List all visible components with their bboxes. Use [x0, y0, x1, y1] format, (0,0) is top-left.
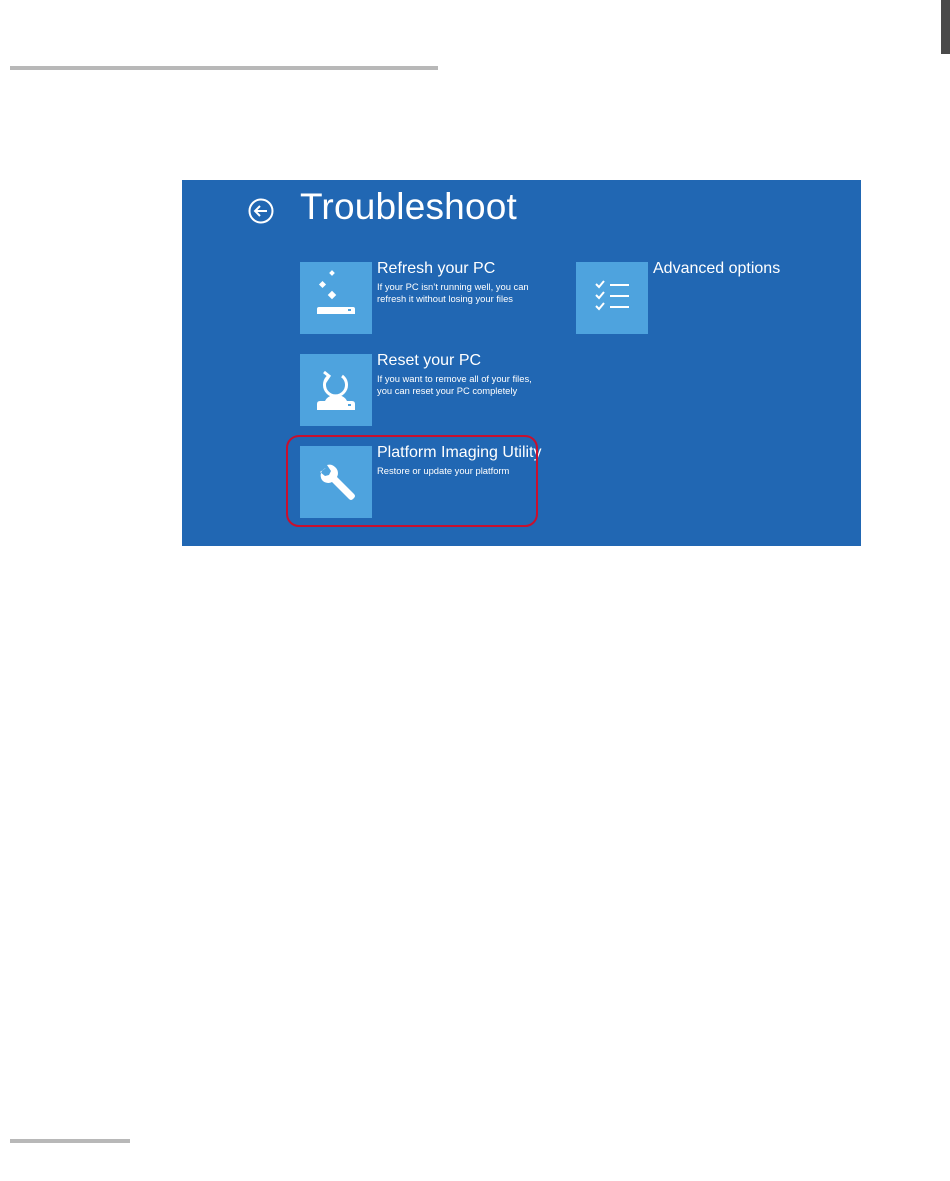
refresh-pc-tile[interactable] — [300, 262, 550, 334]
wrench-icon — [300, 446, 372, 518]
header-rule — [10, 66, 438, 70]
reset-circular-arrow-drive-icon — [300, 354, 372, 426]
page-edge-marker — [941, 0, 950, 54]
checklist-icon — [576, 262, 648, 334]
tile-title: Platform Imaging Utility — [377, 444, 542, 461]
advanced-options-tile[interactable] — [576, 262, 826, 334]
tile-title: Advanced options — [653, 260, 781, 277]
reset-pc-tile[interactable] — [300, 354, 550, 426]
refresh-sparkle-drive-icon — [300, 262, 372, 334]
platform-imaging-utility-tile[interactable] — [300, 446, 550, 518]
troubleshoot-screen — [182, 180, 861, 546]
tile-title: Reset your PC — [377, 352, 482, 369]
back-button[interactable] — [247, 197, 275, 225]
back-arrow-circle-icon — [247, 197, 275, 225]
tile-description: If your PC isn’t running well, you can refresh it without losing your files — [377, 281, 529, 304]
tile-description: Restore or update your platform — [377, 465, 510, 476]
tile-description: If you want to remove all of your files, you can reset your PC completely — [377, 373, 532, 396]
footer-rule — [10, 1139, 130, 1143]
page-title: Troubleshoot — [300, 186, 517, 227]
tile-title: Refresh your PC — [377, 260, 496, 277]
